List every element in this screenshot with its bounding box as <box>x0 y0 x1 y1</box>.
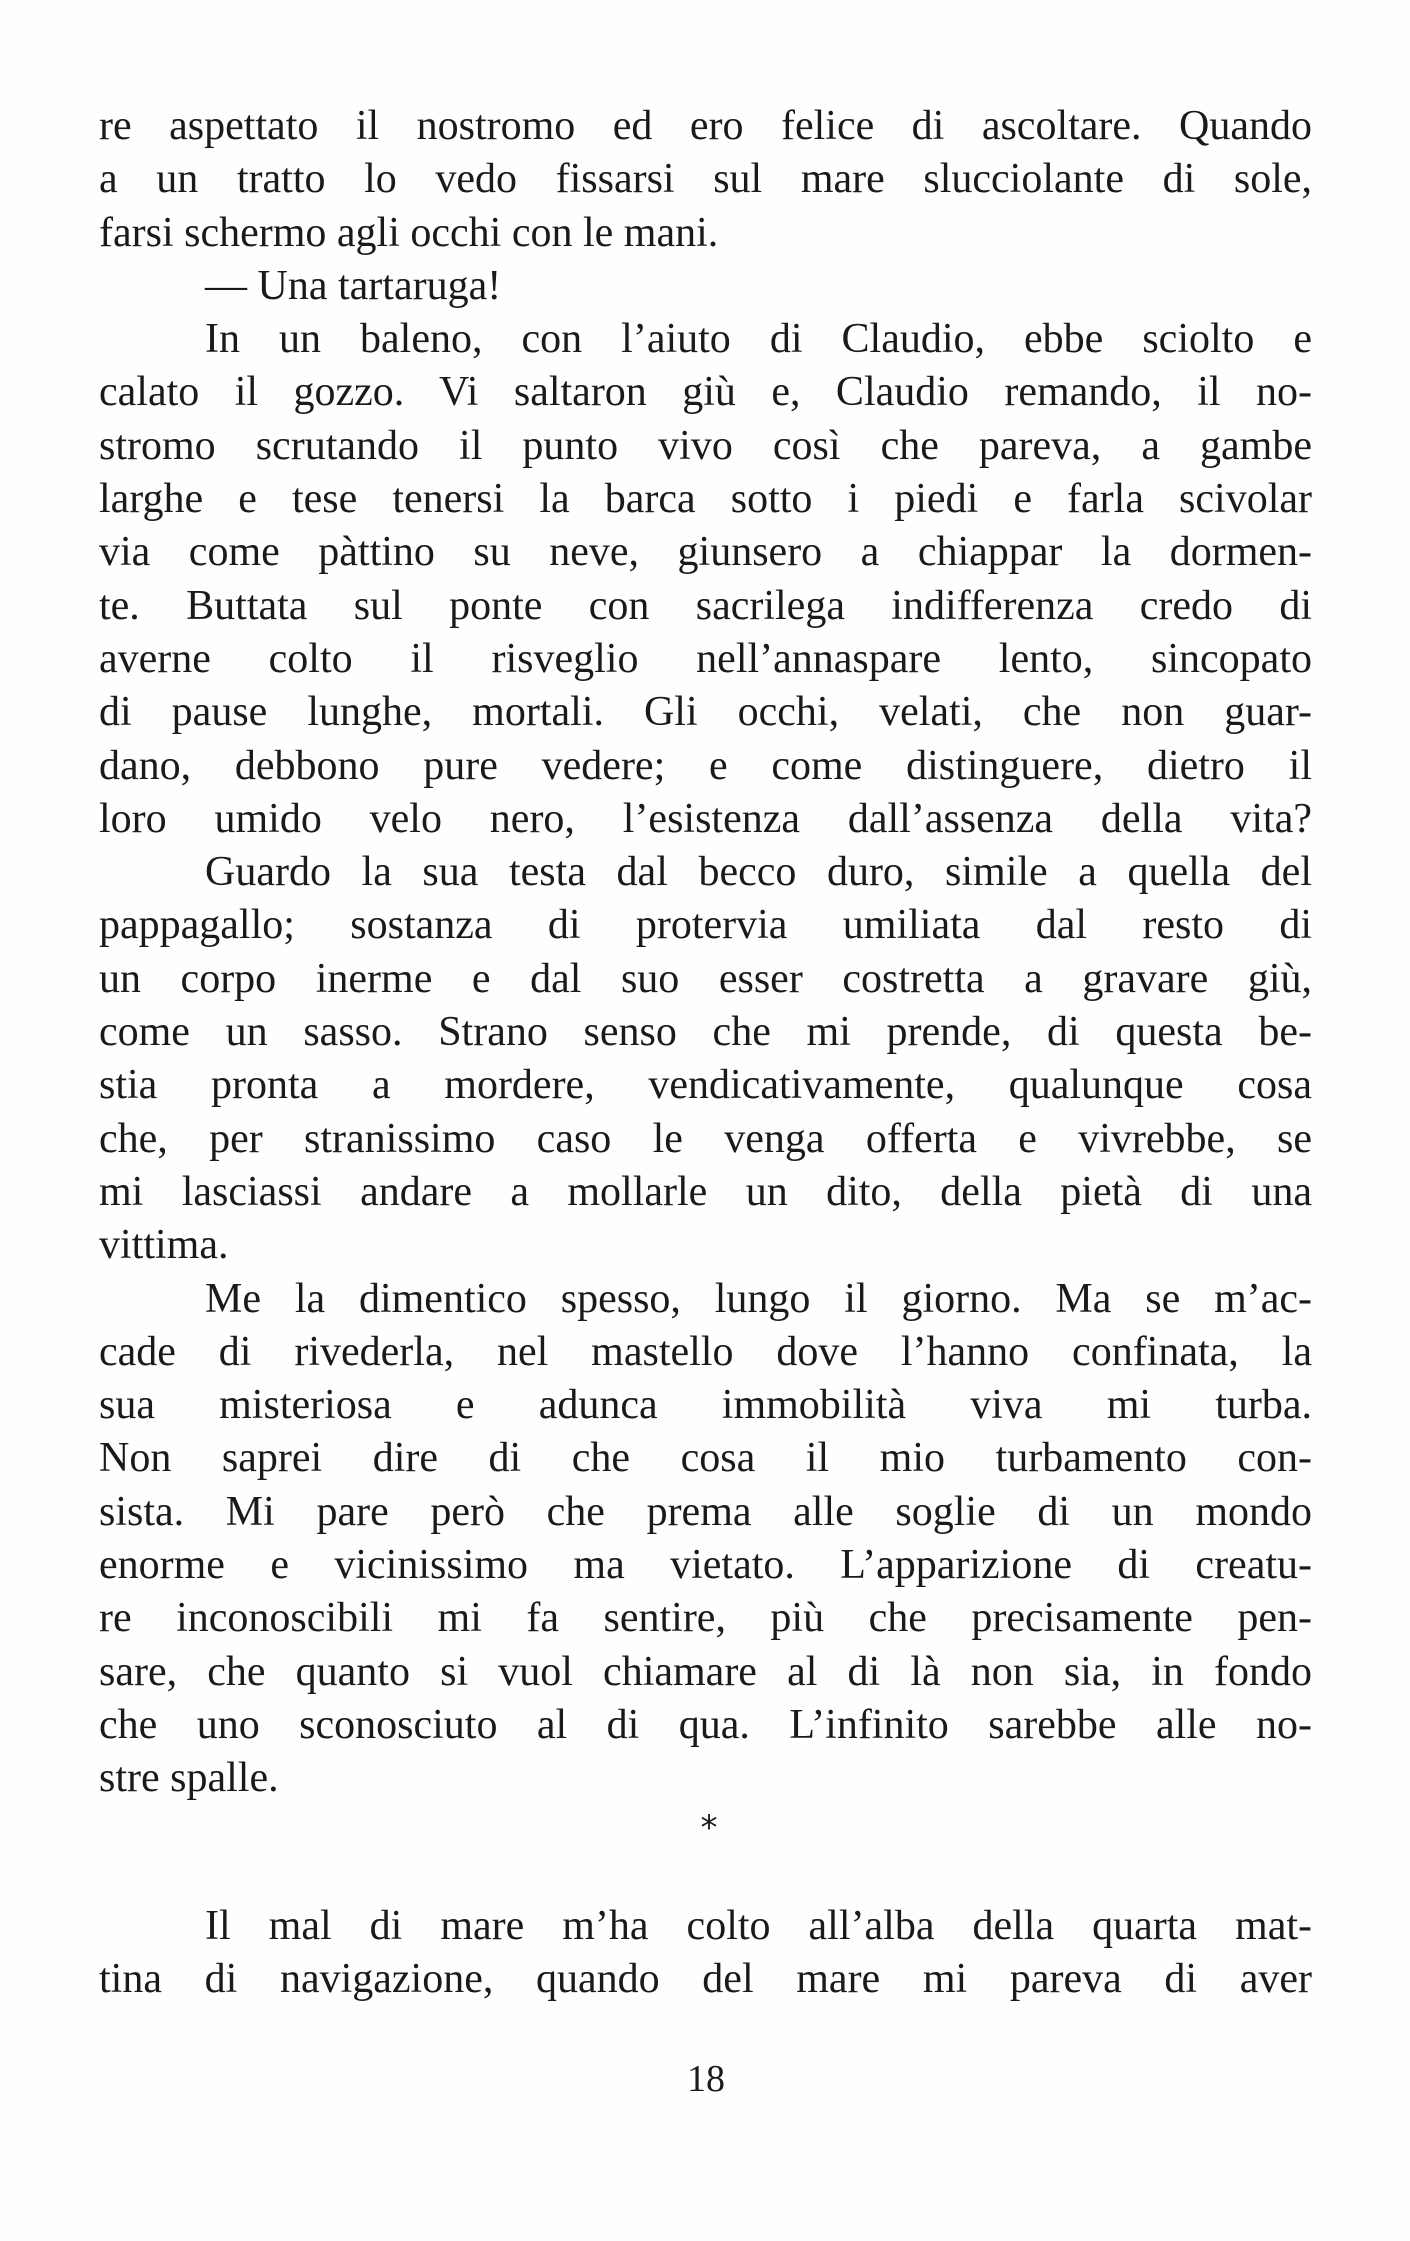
text-line: — Una tartaruga! <box>205 262 502 309</box>
text-line: stre spalle. <box>99 1755 279 1802</box>
text-line: dano, debbono pure vedere; e come distinguere, dietro il <box>99 742 1312 789</box>
text-line: Non saprei dire di che cosa il mio turbamento con- <box>99 1435 1312 1482</box>
text-line: stia pronta a mordere, vendicativamente, qualunque cosa <box>99 1062 1312 1109</box>
text-line: che uno sconosciuto al di qua. L’infinito sarebbe alle no- <box>99 1701 1312 1748</box>
text-line: che, per stranissimo caso le venga offerta e vivrebbe, se <box>99 1115 1312 1162</box>
text-line: re inconoscibili mi fa sentire, più che precisamente pen- <box>99 1595 1312 1642</box>
text-line: calato il gozzo. Vi saltaron giù e, Claudio remando, il no- <box>99 369 1312 416</box>
text-line: te. Buttata sul ponte con sacrilega indifferenza credo di <box>99 582 1312 629</box>
text-line: enorme e vicinissimo ma vietato. L’apparizione di creatu- <box>99 1542 1312 1589</box>
text-line: re aspettato il nostromo ed ero felice di ascoltare. Quando <box>99 103 1312 149</box>
section-separator: * <box>700 1808 718 1848</box>
text-line: averne colto il risveglio nell’annaspare lento, sincopato <box>99 635 1312 682</box>
text-line: a un tratto lo vedo fissarsi sul mare slucciolante di sole, <box>99 156 1312 203</box>
text-line: mi lasciassi andare a mollarle un dito, della pietà di una <box>99 1168 1312 1215</box>
text-line: di pause lunghe, mortali. Gli occhi, velati, che non guar- <box>99 689 1312 736</box>
text-line: sista. Mi pare però che prema alle soglie di un mondo <box>99 1488 1312 1535</box>
text-line: Il mal di mare m’ha colto all’alba della quarta mat- <box>205 1903 1312 1949</box>
text-line: stromo scrutando il punto vivo così che pareva, a gambe <box>99 422 1312 469</box>
text-line: cade di rivederla, nel mastello dove l’hanno confinata, la <box>99 1328 1312 1375</box>
body-text-continued <box>99 1900 1312 2007</box>
text-line: come un sasso. Strano senso che mi prende, di questa be- <box>99 1009 1312 1056</box>
text-line: tina di navigazione, quando del mare mi pareva di aver <box>99 1956 1312 2003</box>
page-number: 18 <box>687 2058 725 2100</box>
text-line: farsi schermo agli occhi con le mani. <box>99 209 719 256</box>
text-line: pappagallo; sostanza di protervia umiliata dal resto di <box>99 902 1312 949</box>
text-line: vittima. <box>99 1222 229 1269</box>
text-line: Me la dimentico spesso, lungo il giorno. Ma se m’ac- <box>205 1275 1312 1322</box>
text-line: via come pàttino su neve, giunsero a chiappar la dormen- <box>99 529 1312 576</box>
text-line: In un baleno, con l’aiuto di Claudio, ebbe sciolto e <box>205 316 1312 363</box>
text-line: sare, che quanto si vuol chiamare al di là non sia, in fondo <box>99 1648 1312 1695</box>
text-line: larghe e tese tenersi la barca sotto i piedi e farla scivolar <box>99 476 1312 523</box>
body-text <box>99 100 1312 1806</box>
text-line: un corpo inerme e dal suo esser costretta a gravare giù, <box>99 955 1312 1002</box>
text-line: Guardo la sua testa dal becco duro, simile a quella del <box>205 849 1312 896</box>
text-line: loro umido velo nero, l’esistenza dall’assenza della vita? <box>99 795 1312 842</box>
text-line: sua misteriosa e adunca immobilità viva mi turba. <box>99 1382 1312 1429</box>
